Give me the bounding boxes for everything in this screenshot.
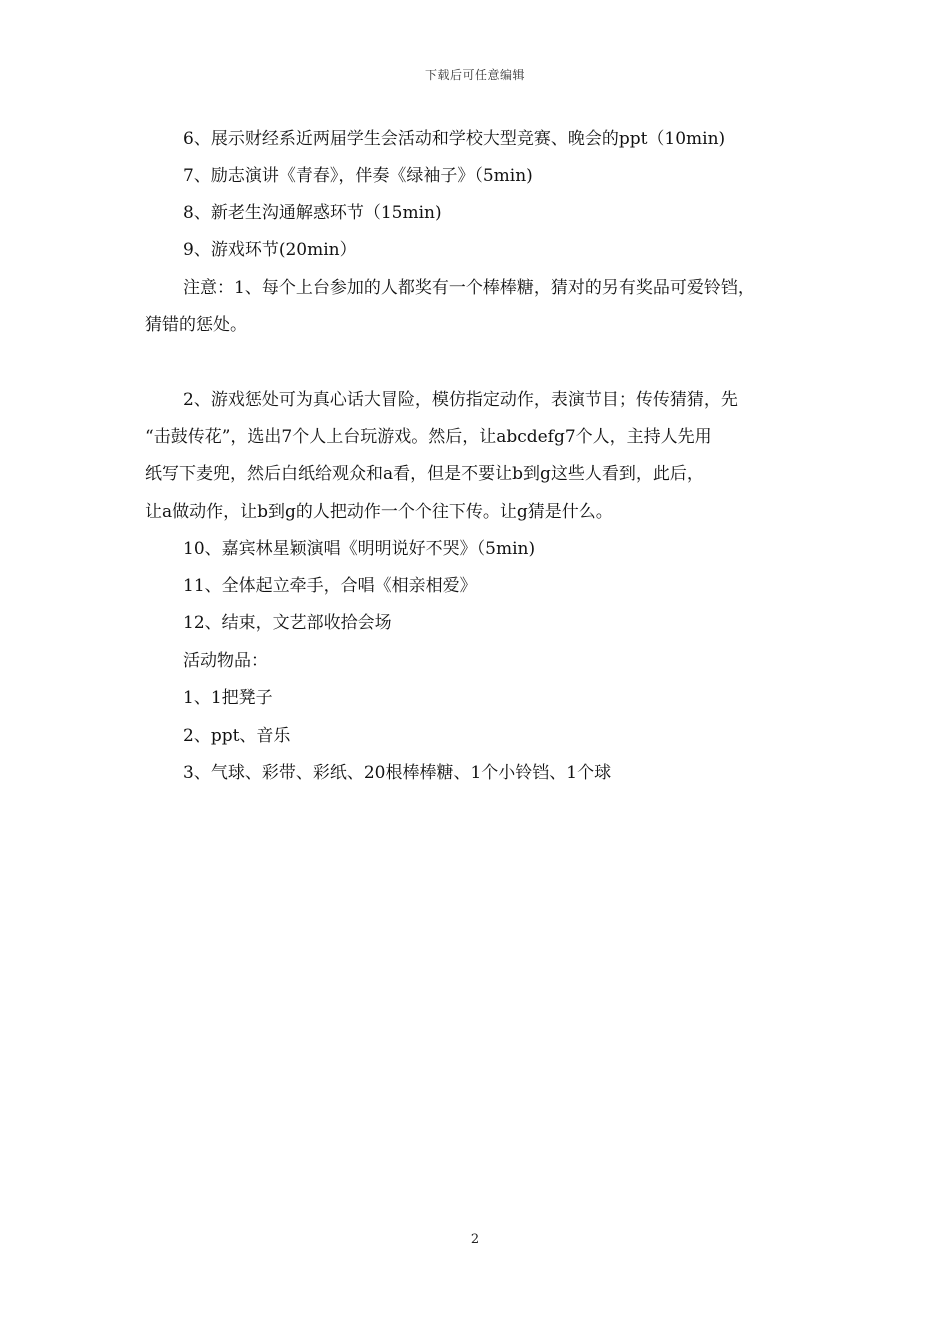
note-line-2: 猜错的惩处。 bbox=[145, 315, 247, 335]
agenda-item-8: 8、新老生沟通解惑环节（15min) bbox=[183, 203, 442, 223]
page-number: 2 bbox=[470, 1232, 480, 1247]
materials-title: 活动物品： bbox=[183, 651, 268, 671]
agenda-item-7: 7、励志演讲《青春》，伴奏《绿袖子》（5min) bbox=[183, 166, 533, 186]
agenda-item-9: 9、游戏环节(20min） bbox=[183, 240, 357, 260]
game-line-3: 纸写下麦兜，然后白纸给观众和a看，但是不要让b到g这些人看到，此后， bbox=[145, 464, 704, 484]
game-line-1: 2、游戏惩处可为真心话大冒险，模仿指定动作，表演节目；传传猜猜，先 bbox=[183, 390, 738, 410]
agenda-item-10: 10、嘉宾林星颖演唱《明明说好不哭》（5min) bbox=[183, 539, 536, 559]
material-item-1: 1、1把凳子 bbox=[183, 688, 273, 708]
agenda-item-11: 11、全体起立牵手，合唱《相亲相爱》 bbox=[183, 576, 477, 596]
page-header: 下载后可任意编辑 bbox=[424, 68, 525, 82]
note-line-1: 注意：1、每个上台参加的人都奖有一个棒棒糖，猜对的另有奖品可爱铃铛， bbox=[183, 278, 755, 298]
material-item-2: 2、ppt、音乐 bbox=[183, 726, 291, 746]
game-line-2: “击鼓传花”，选出7个人上台玩游戏。然后，让abcdefg7个人，主持人先用 bbox=[145, 427, 712, 447]
game-line-4: 让a做动作，让b到g的人把动作一个个往下传。让g猜是什么。 bbox=[145, 502, 613, 522]
material-item-3: 3、气球、彩带、彩纸、20根棒棒糖、1个小铃铛、1个球 bbox=[183, 763, 612, 783]
agenda-item-6: 6、展示财经系近两届学生会活动和学校大型竞赛、晚会的ppt（10min) bbox=[183, 129, 726, 149]
agenda-item-12: 12、结束，文艺部收拾会场 bbox=[183, 613, 392, 633]
